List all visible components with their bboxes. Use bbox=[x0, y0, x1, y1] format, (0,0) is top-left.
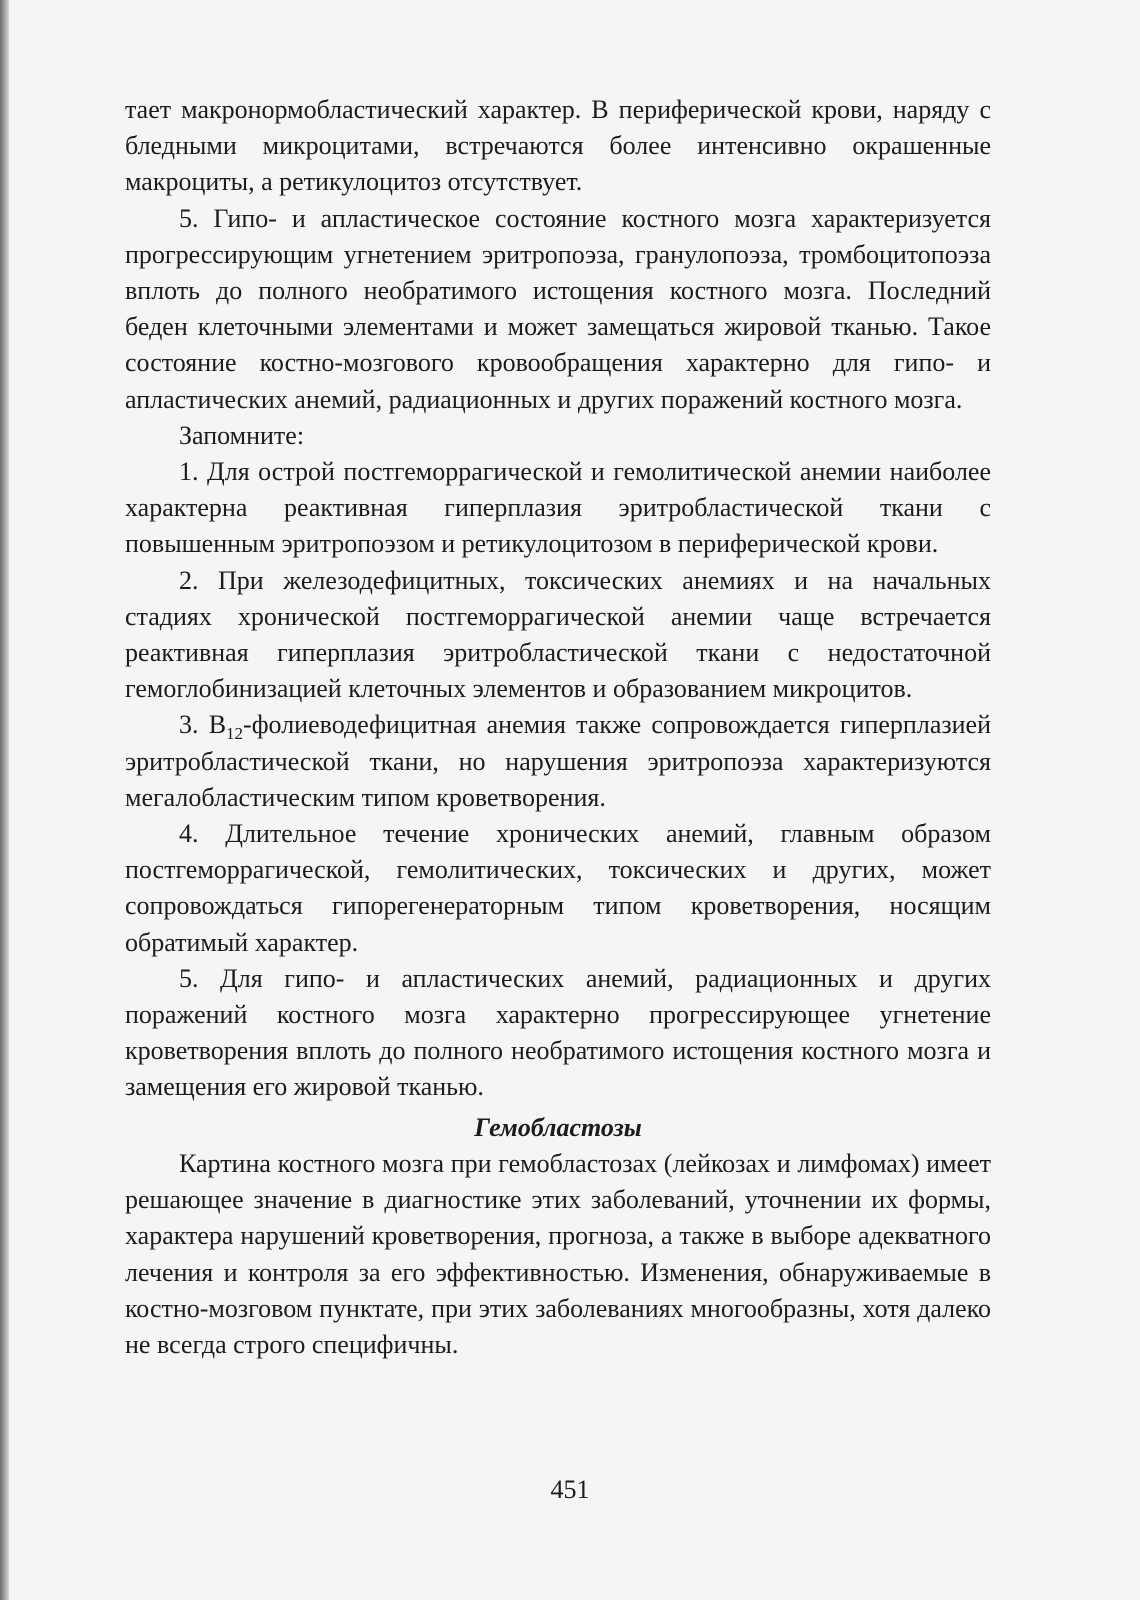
remember-item-5: 5. Для гипо- и апластических анемий, радиационных и других поражений костного мозга характерно прогрессирующее угнетение кроветворения вплоть до полного необратимого истощения костного мозга и замещения его жировой тканью. bbox=[125, 963, 991, 1102]
paragraph-hemoblastoses: Картина костного мозга при гемобластозах (лейкозах и лимфомах) имеет решающее значение в диагностике этих заболеваний, уточнении их формы, характера нарушений кроветворения, прогноза, а также в выборе адекватного лечения и контроля за его эффективностью. Изменения, обнаруживаемые в костно-мозговом пунктате, при этих заболеваниях многообразны, хотя далеко не всегда строго специфичны. bbox=[125, 1148, 991, 1359]
remember-item-2: 2. При железодефицитных, токсических анемиях и на начальных стадиях хронической постгеморрагической анемии чаще встречается реактивная гиперплазия эритробластической ткани с недостаточной гемоглобинизацией клеточных элементов и образованием микроцитов. bbox=[125, 565, 991, 704]
page-spine-edge bbox=[0, 0, 9, 1600]
remember-item-3 bbox=[125, 707, 991, 816]
remember-item-3-text: -фолиеводефицитная анемия также сопровождается гиперплазией эритробластической ткани, но нарушения эритропоэза характеризуются мегалобластическим типом кроветворения. bbox=[125, 710, 992, 812]
remember-label: Запомните: bbox=[179, 420, 305, 450]
paragraph-item-5-aplastic: 5. Гипо- и апластическое состояние костного мозга характеризуется прогрессирующим угнетением эритропоэза, гранулопоэза, тромбоцитопоэза вплоть до полного необратимого истощения костного мозга. Последний беден клеточными элементами и может замещаться жировой тканью. Такое состояние костно-мозгового кровообращения характерно для гипо- и апластических анемий, радиационных и других поражений костного мозга. bbox=[125, 203, 991, 414]
paragraph-continuation: тает макронормобластический характер. В периферической крови, наряду с бледными микроцитами, встречаются более интенсивно окрашенные макроциты, а ретикулоцитоз отсутствует. bbox=[125, 95, 991, 197]
page-body bbox=[125, 92, 991, 1363]
remember-item-4: 4. Длительное течение хронических анемий, главным образом постгеморрагической, гемолитических, токсических и других, может сопровождаться гипорегенераторным типом кроветворения, носящим обратимый характер. bbox=[125, 819, 991, 957]
section-heading: Гемобластозы bbox=[474, 1112, 642, 1142]
remember-item-1: 1. Для острой постгеморрагической и гемолитической анемии наиболее характерна реактивная гиперплазия эритробластической ткани с повышенным эритропоэзом и ретикулоцитозом в периферической крови. bbox=[125, 457, 991, 559]
remember-item-3-prefix: 3. B bbox=[179, 710, 227, 740]
vitamin-subscript: 12 bbox=[226, 724, 244, 744]
page-number: 451 bbox=[550, 1475, 590, 1504]
